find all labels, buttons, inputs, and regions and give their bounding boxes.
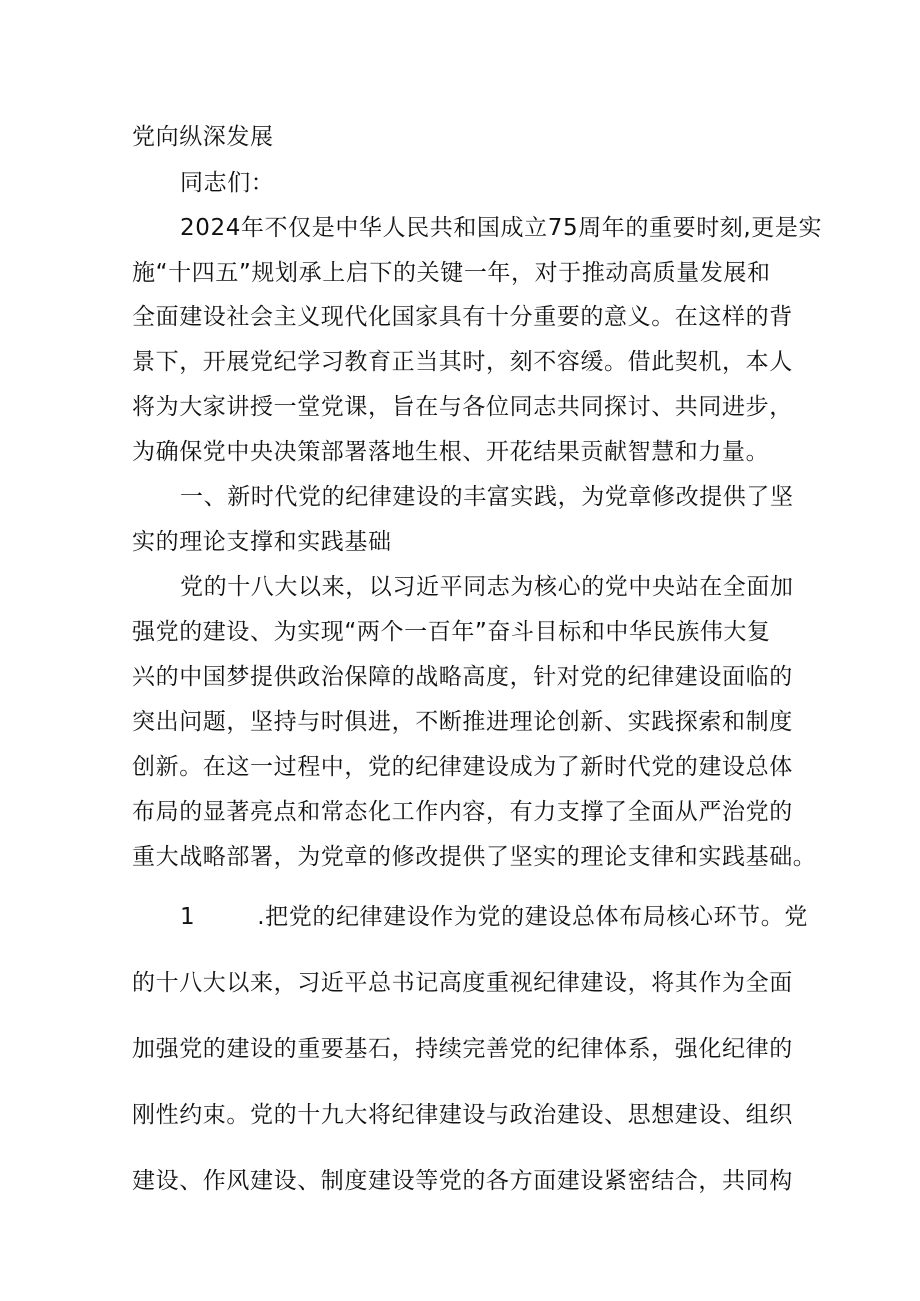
text-line: 将为大家讲授一堂党课，旨在与各位同志共同探讨、共同进步， — [132, 394, 793, 420]
text-line: 全面建设社会主义现代化国家具有十分重要的意义。在这样的背 — [132, 304, 793, 330]
salutation: 同志们： — [180, 170, 275, 196]
text-line: 兴的中国梦提供政治保障的战略高度，针对党的纪律建设面临的 — [132, 664, 793, 690]
text-line: 党的十八大以来，以习近平同志为核心的党中央站在全面加 — [180, 574, 794, 600]
text-line: 2024年不仅是中华人民共和国成立75周年的重要时刻,更是实 — [180, 215, 823, 241]
numbered-item — [180, 902, 840, 932]
text-line: 为确保党中央决策部署落地生根、开花结果贡献智慧和力量。 — [132, 439, 770, 465]
section-heading: 一、新时代党的纪律建设的丰富实践，为党章修改提供了坚 — [180, 484, 794, 510]
text-line: 强党的建设、为实现“两个一百年”奋斗目标和中华民族伟大复 — [132, 619, 771, 645]
text-line: 加强党的建设的重要基石，持续完善党的纪律体系，强化纪律的 — [132, 1036, 793, 1062]
item-number: 1 — [180, 904, 196, 930]
text-line: 创新。在这一过程中，党的纪律建设成为了新时代党的建设总体 — [132, 754, 793, 780]
text-line: 建设、作风建设、制度建设等党的各方面建设紧密结合，共同构 — [132, 1168, 793, 1194]
text-line: 施“十四五”规划承上启下的关键一年，对于推动高质量发展和 — [132, 260, 771, 286]
text-line: 的十八大以来，习近平总书记高度重视纪律建设，将其作为全面 — [132, 970, 793, 996]
text-line: 布局的显著亮点和常态化工作内容，有力支撑了全面从严治党的 — [132, 799, 793, 825]
text-line: 突出问题，坚持与时俱进，不断推进理论创新、实践探索和制度 — [132, 709, 793, 735]
text-line: 重大战略部署，为党章的修改提供了坚实的理论支律和实践基础。 — [132, 844, 817, 870]
text-line: 刚性约束。党的十九大将纪律建设与政治建设、思想建设、组织 — [132, 1102, 793, 1128]
text-line: 景下，开展党纪学习教育正当其时，刻不容缓。借此契机，本人 — [132, 349, 793, 375]
item-text: .把党的纪律建设作为党的建设总体布局核心环节。党 — [257, 904, 808, 930]
section-heading: 实的理论支撑和实践基础 — [132, 529, 392, 555]
text-line: 党向纵深发展 — [132, 124, 274, 150]
